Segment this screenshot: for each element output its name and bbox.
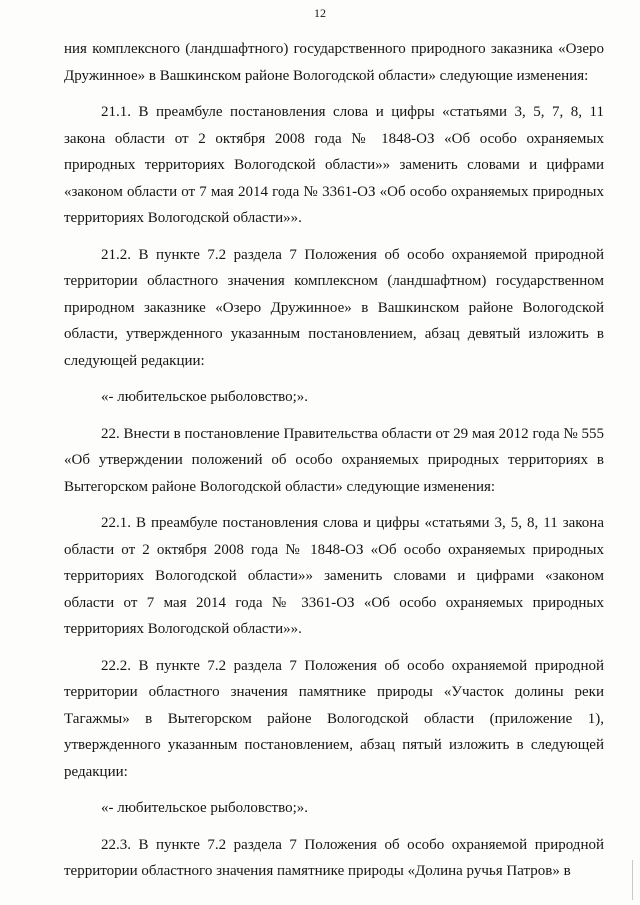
scan-edge-mark <box>632 860 633 900</box>
paragraph-22-3: 22.3. В пункте 7.2 раздела 7 Положения об особо охраняемой природной территории областного значения памятнике природы «Долина ручья Патров» в <box>64 836 604 879</box>
paragraph-quote-fishing-2: «- любительское рыболовство;». <box>101 800 309 816</box>
paragraph-continuation: ния комплексного (ландшафтного) государственного природного заказника «Озеро Дружинное» в Вашкинском районе Вологодской области» следующие изменения: <box>64 41 604 84</box>
paragraph-22-1: 22.1. В преамбуле постановления слова и цифры «статьями 3, 5, 8, 11 закона области от 2 октября 2008 года № 1848-ОЗ «Об особо охраняемых природных территориях Вологодской области»» заменить словами и цифрами «законом области от 7 мая 2014 года № 3361-ОЗ «Об особо охраняемых природных территориях Вологодской области»». <box>64 515 604 637</box>
paragraph-quote-fishing-1: «- любительское рыболовство;». <box>101 389 309 405</box>
paragraph-22-2: 22.2. В пункте 7.2 раздела 7 Положения об особо охраняемой природной территории областного значения памятнике природы «Участок долины реки Тагажмы» в Вытегорском районе Вологодской области (приложение 1), утвержденного указанным постановлением, абзац пятый изложить в следующей редакции: <box>64 657 604 780</box>
paragraph-22: 22. Внести в постановление Правительства области от 29 мая 2012 года № 555 «Об утверждении положений об особо охраняемых природных территориях в Вытегорском районе Вологодской области» следующие изменения: <box>64 425 604 495</box>
document-body <box>64 36 604 885</box>
page-number: 12 <box>314 6 326 20</box>
paragraph-21-2: 21.2. В пункте 7.2 раздела 7 Положения об особо охраняемой природной территории областного значения комплексном (ландшафтном) государственном природном заказнике «Озеро Дружинное» в Вашкинском районе Вологодской области, утвержденного указанным постановлением, абзац девятый изложить в следующей редакции: <box>64 246 604 369</box>
paragraph-21-1: 21.1. В преамбуле постановления слова и цифры «статьями 3, 5, 7, 8, 11 закона области от 2 октября 2008 года № 1848-ОЗ «Об особо охраняемых природных территориях Вологодской области»» заменить словами и цифрами «законом области от 7 мая 2014 года № 3361-ОЗ «Об особо охраняемых природных территориях Вологодской области»». <box>64 104 604 226</box>
